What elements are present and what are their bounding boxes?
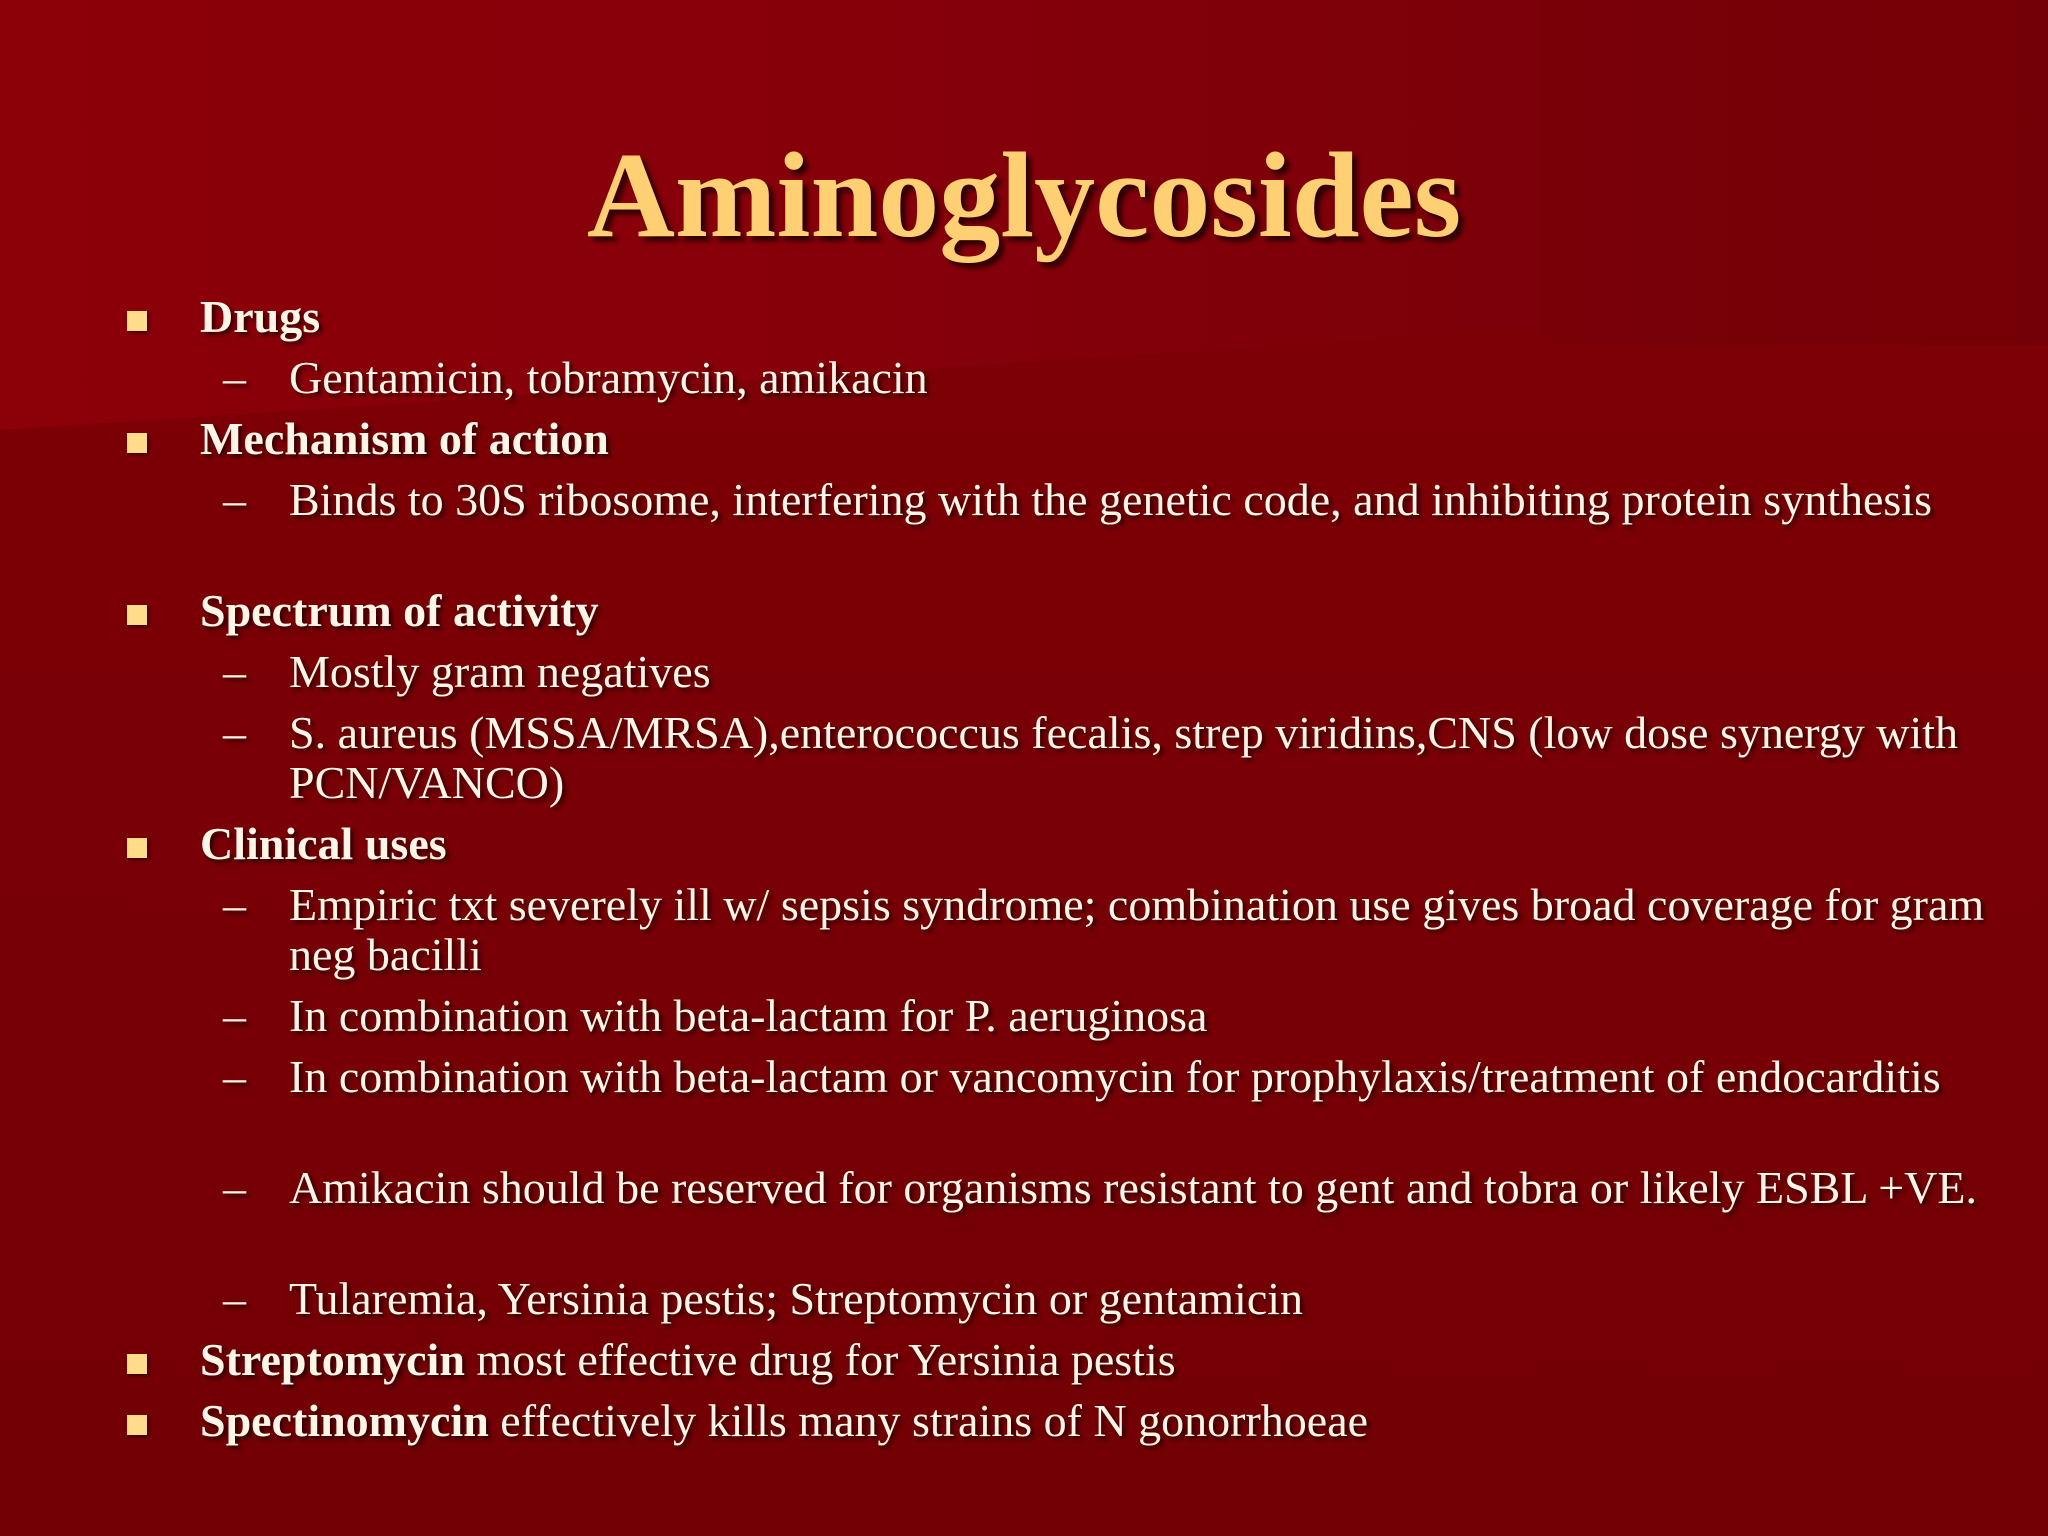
item-heading: Mechanism of action	[200, 413, 609, 464]
item-text: In combination with beta-lactam for P. aeruginosa	[289, 990, 1208, 1041]
list-item	[0, 1274, 2048, 1335]
list-item	[0, 1052, 2048, 1163]
item-heading: Clinical uses	[200, 818, 447, 869]
bullet-list	[0, 292, 2048, 1457]
list-item	[0, 991, 2048, 1052]
item-heading: Drugs	[200, 291, 321, 342]
dash-bullet: –	[223, 990, 246, 1041]
square-bullet-icon	[127, 605, 147, 625]
item-text: In combination with beta-lactam or vancomycin for prophylaxis/treatment of endocarditis	[289, 1051, 1941, 1102]
list-item	[0, 1163, 2048, 1274]
list-item	[0, 353, 2048, 414]
list-item	[0, 475, 2048, 586]
list-item	[0, 880, 2048, 991]
square-bullet-icon	[127, 311, 147, 331]
dash-bullet: –	[223, 1162, 246, 1213]
list-item	[0, 708, 2048, 819]
item-heading: Streptomycin	[200, 1334, 465, 1385]
item-heading: Spectrum of activity	[200, 585, 599, 636]
item-text: Empiric txt severely ill w/ sepsis syndrome; combination use gives broad coverage for gram neg bacilli	[289, 879, 1985, 980]
item-text: Mostly gram negatives	[289, 646, 711, 697]
list-item	[0, 414, 2048, 475]
item-heading: Spectinomycin	[200, 1395, 489, 1446]
list-item	[0, 1335, 2048, 1396]
list-item	[0, 819, 2048, 880]
item-text: Amikacin should be reserved for organisms resistant to gent and tobra or likely ESBL +VE.	[289, 1162, 1977, 1213]
dash-bullet: –	[223, 474, 246, 525]
square-bullet-icon	[127, 1415, 147, 1435]
slide-title: Aminoglycosides	[586, 128, 1462, 263]
item-text: most effective drug for Yersinia pestis	[464, 1334, 1176, 1385]
dash-bullet: –	[223, 1051, 246, 1102]
item-text: S. aureus (MSSA/MRSA),enterococcus fecalis, strep viridins,CNS (low dose synergy with PCN/VANCO)	[289, 707, 1959, 808]
item-text: Binds to 30S ribosome, interfering with the genetic code, and inhibiting protein synthesis	[289, 474, 1932, 525]
dash-bullet: –	[223, 1273, 246, 1324]
dash-bullet: –	[223, 646, 246, 697]
dash-bullet: –	[223, 352, 246, 403]
dash-bullet: –	[223, 879, 246, 930]
item-text: Tularemia, Yersinia pestis; Streptomycin or gentamicin	[289, 1273, 1304, 1324]
list-item	[0, 1396, 2048, 1457]
square-bullet-icon	[127, 433, 147, 453]
item-text: effectively kills many strains of N gonorrhoeae	[488, 1395, 1369, 1446]
dash-bullet: –	[223, 707, 246, 758]
list-item	[0, 292, 2048, 353]
square-bullet-icon	[127, 1354, 147, 1374]
list-item	[0, 586, 2048, 647]
list-item	[0, 647, 2048, 708]
square-bullet-icon	[127, 838, 147, 858]
item-text: Gentamicin, tobramycin, amikacin	[289, 352, 928, 403]
